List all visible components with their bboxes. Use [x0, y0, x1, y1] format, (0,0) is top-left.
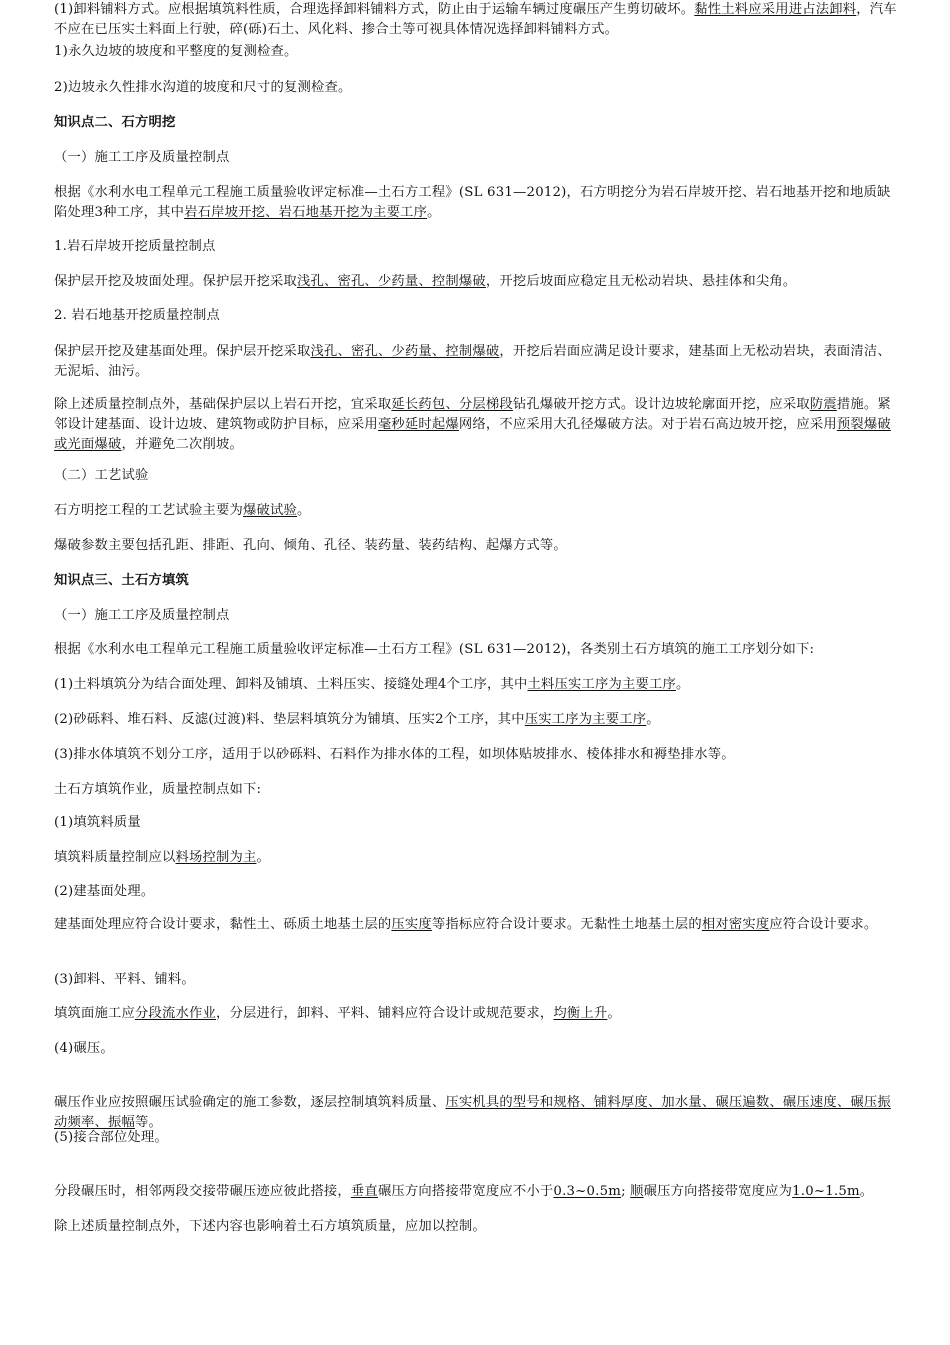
- paragraph: [54, 1182, 899, 1202]
- paragraph: [54, 342, 899, 382]
- text-run: (1)填筑料质量: [54, 815, 141, 830]
- text-run: （二）工艺试验: [54, 468, 149, 483]
- text-run: 。: [675, 677, 690, 692]
- underlined-text: 顺: [630, 1184, 644, 1199]
- paragraph: [54, 882, 899, 902]
- text-run: (1)卸料铺料方式。应根据填筑料性质，合理选择卸料铺料方式，防止由于运输车辆过度碾压产生剪切破坏。: [54, 2, 695, 17]
- section-heading: [54, 113, 899, 133]
- text-run: (5)接合部位处理。: [54, 1130, 168, 1145]
- paragraph: [54, 813, 899, 833]
- underlined-text: 爆破试验: [242, 503, 297, 518]
- text-run: 填筑料质量控制应以: [54, 850, 176, 865]
- paragraph: [54, 970, 899, 990]
- text-run: ;: [621, 1184, 631, 1199]
- text-run: 。: [607, 1006, 621, 1021]
- paragraph: [54, 42, 899, 62]
- underlined-text: 垂直: [350, 1184, 378, 1199]
- text-run: 土石方填筑作业，质量控制点如下:: [54, 782, 262, 797]
- paragraph: [54, 710, 899, 730]
- section-heading: [54, 571, 899, 591]
- underlined-text: 浅孔、密孔、少药量、控制爆破: [310, 344, 500, 359]
- underlined-text: 压实机具的型号和规格、铺料厚度、加水量、碾压遍数、碾压速度、碾压振动频率、振幅: [54, 1095, 891, 1130]
- text-run: 碾压方向搭接带宽度应不小于: [377, 1184, 554, 1199]
- text-run: 应符合设计要求。: [769, 917, 878, 932]
- text-run: 等。: [134, 1115, 162, 1130]
- text-run: 建基面处理应符合设计要求，黏性土、砾质土地基土层的: [54, 917, 392, 932]
- text-run: 除上述质量控制点外，下述内容也影响着土石方填筑质量，应加以控制。: [54, 1219, 486, 1234]
- paragraph: [54, 501, 899, 521]
- underlined-text: 0.3~0.5m: [553, 1184, 622, 1199]
- paragraph: [54, 536, 899, 556]
- underlined-text: 黏性土料应采用进占法卸料: [694, 2, 857, 17]
- text-run: 。: [646, 712, 660, 727]
- text-run: 网络，不应采用大孔径爆破方法。对于岩石高边坡开挖，应采用: [458, 417, 837, 432]
- text-run: 2. 岩石地基开挖质量控制点: [54, 308, 220, 323]
- text-run: ，分层进行，卸料、平料、铺料应符合设计或规范要求，: [215, 1006, 554, 1021]
- paragraph: [54, 395, 899, 455]
- text-run: (1)土料填筑分为结合面处理、卸料及铺填、土料压实、接缝处理4个工序，其中: [54, 677, 528, 692]
- text-run: (2)建基面处理。: [54, 884, 155, 899]
- paragraph: [54, 745, 899, 765]
- text-run: 碾压作业应按照碾压试验确定的施工参数，逐层控制填筑料质量、: [54, 1095, 446, 1110]
- text-run: ，开挖后岩面应满足设计要求，建基面上无松动岩块，表面清洁、无泥垢、油污。: [54, 344, 891, 379]
- text-run: 。: [296, 503, 311, 518]
- paragraph: [54, 915, 899, 935]
- text-run: 1.岩石岸坡开挖质量控制点: [54, 239, 216, 254]
- paragraph: [54, 780, 899, 800]
- underlined-text: 压实工序为主要工序: [524, 712, 647, 727]
- paragraph: [54, 183, 899, 223]
- paragraph: [54, 148, 899, 168]
- text-run: (3)卸料、平料、铺料。: [54, 972, 195, 987]
- text-run: （一）施工工序及质量控制点: [54, 608, 230, 623]
- text-run: 保护层开挖及坡面处理。保护层开挖采取: [54, 274, 297, 289]
- text-run: 。: [256, 850, 270, 865]
- text-run: 措施。紧邻设计建基面、设计边坡、建筑物或防护目标，应采用: [54, 397, 891, 432]
- paragraph: [54, 466, 899, 486]
- text-run: 根据《水利水电工程单元工程施工质量验收评定标准—土石方工程》(SL 631—2012)，石方明挖分为岩石岸坡开挖、岩石地基开挖和地质缺陷处理3种工序，其中: [54, 185, 891, 220]
- paragraph: [54, 1004, 899, 1024]
- underlined-text: 防震: [809, 397, 837, 412]
- underlined-text: 岩石岸坡开挖、岩石地基开挖为主要工序: [184, 205, 428, 220]
- text-run: 知识点三、土石方填筑: [54, 573, 189, 588]
- text-run: 碾压方向搭接带宽度应为: [643, 1184, 793, 1199]
- text-run: ，汽车不应在已压实土料面上行驶，碎(砾)石土、风化料、掺合土等可视具体情况选择卸料铺料方式。: [54, 2, 897, 37]
- paragraph: [54, 848, 899, 868]
- paragraph: [54, 675, 899, 695]
- paragraph: [54, 237, 899, 257]
- underlined-text: 土料压实工序为主要工序: [527, 677, 676, 692]
- paragraph: [54, 606, 899, 626]
- text-run: (2)砂砾料、堆石料、反滤(过渡)料、垫层料填筑分为铺填、压实2个工序，其中: [54, 712, 525, 727]
- text-run: 填筑面施工应: [54, 1006, 135, 1021]
- underlined-text: 浅孔、密孔、少药量、控制爆破: [296, 274, 486, 289]
- text-run: ，并避免二次削坡。: [121, 437, 243, 452]
- paragraph: [54, 640, 899, 660]
- text-run: 分段碾压时，相邻两段交接带碾压迹应彼此搭接，: [54, 1184, 351, 1199]
- paragraph: [54, 0, 899, 40]
- paragraph: [54, 272, 899, 292]
- text-run: 。: [427, 205, 441, 220]
- underlined-text: 料场控制为主: [175, 850, 257, 865]
- paragraph: [54, 1217, 899, 1237]
- text-run: 等指标应符合设计要求。无黏性土地基土层的: [431, 917, 702, 932]
- paragraph: [54, 1093, 899, 1133]
- paragraph: [54, 306, 899, 326]
- text-run: (4)碾压。: [54, 1041, 114, 1056]
- underlined-text: 压实度: [391, 917, 432, 932]
- text-run: 2)边坡永久性排水沟道的坡度和尺寸的复测检查。: [54, 80, 352, 95]
- underlined-text: 毫秒延时起爆: [377, 417, 459, 432]
- underlined-text: 均衡上升: [553, 1006, 608, 1021]
- text-run: 1)永久边坡的坡度和平整度的复测检查。: [54, 44, 298, 59]
- paragraph: [54, 1128, 899, 1148]
- text-run: 石方明挖工程的工艺试验主要为: [54, 503, 243, 518]
- text-run: （一）施工工序及质量控制点: [54, 150, 230, 165]
- text-run: 爆破参数主要包括孔距、排距、孔向、倾角、孔径、装药量、装药结构、起爆方式等。: [54, 538, 567, 553]
- text-run: 知识点二、石方明挖: [54, 115, 176, 130]
- underlined-text: 分段流水作业: [134, 1006, 216, 1021]
- underlined-text: 相对密实度: [701, 917, 770, 932]
- text-run: 除上述质量控制点外，基础保护层以上岩石开挖，宜采取: [54, 397, 392, 412]
- text-run: (3)排水体填筑不划分工序，适用于以砂砾料、石料作为排水体的工程，如坝体贴坡排水、棱体排水和褥垫排水等。: [54, 747, 735, 762]
- text-run: 保护层开挖及建基面处理。保护层开挖采取: [54, 344, 311, 359]
- text-run: 根据《水利水电工程单元工程施工质量验收评定标准—土石方工程》(SL 631—2012)，各类别土石方填筑的施工工序划分如下:: [54, 642, 815, 657]
- underlined-text: 1.0~1.5m: [792, 1184, 860, 1199]
- paragraph: [54, 1039, 899, 1059]
- text-run: 钻孔爆破开挖方式。设计边坡轮廓面开挖，应采取: [512, 397, 810, 412]
- paragraph: [54, 78, 899, 98]
- underlined-text: 延长药包、分层梯段: [391, 397, 513, 412]
- underlined-text: 预裂爆破或光面爆破: [54, 417, 891, 452]
- text-run: ，开挖后坡面应稳定且无松动岩块、悬挂体和尖角。: [485, 274, 797, 289]
- text-run: 。: [859, 1184, 874, 1199]
